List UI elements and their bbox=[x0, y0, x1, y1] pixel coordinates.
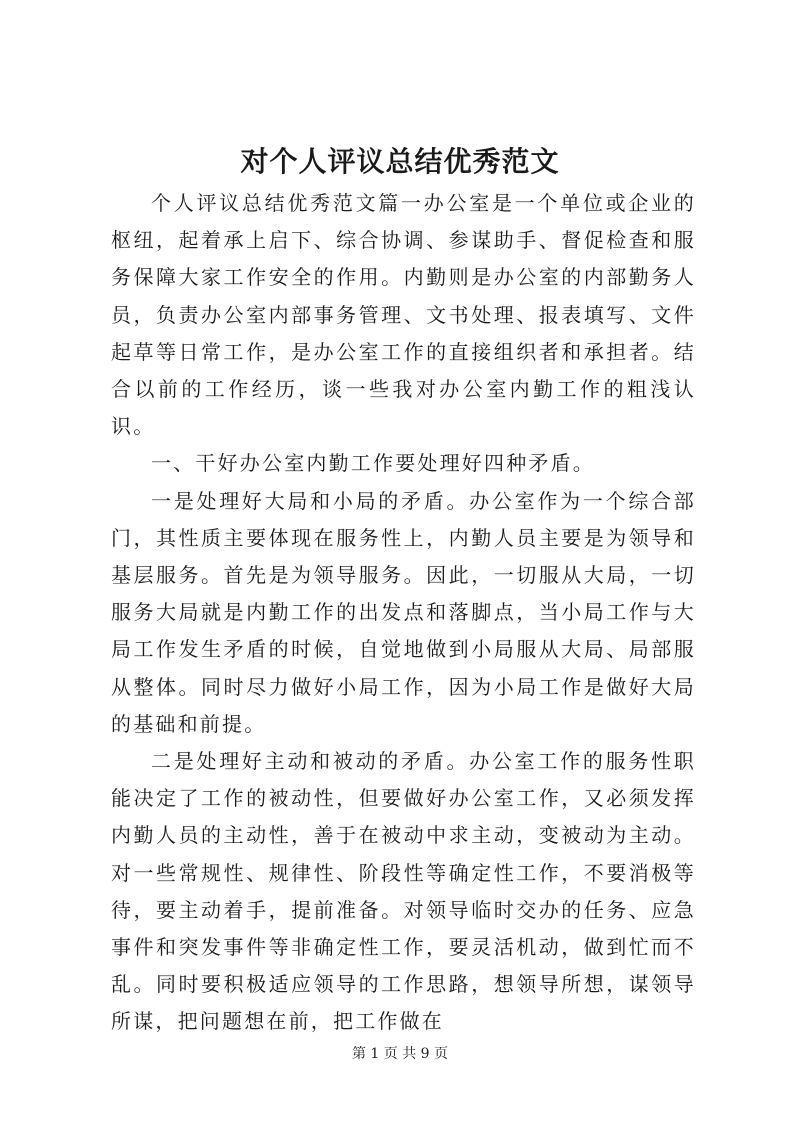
paragraph-1: 个人评议总结优秀范文篇一办公室是一个单位或企业的枢纽，起着承上启下、综合协调、参谋助手、督促检查和服务保障大家工作安全的作用。内勤则是办公室的内部勤务人员，负责办公室内部事务管理、文书处理、报表填写、文件起草等日常工作，是办公室工作的直接组织者和承担者。结合以前的工作经历，谈一些我对办公室内勤工作的粗浅认识。 bbox=[111, 191, 696, 439]
document-body bbox=[111, 185, 696, 1041]
page-number-footer: 第 1 页 共 9 页 bbox=[351, 1046, 449, 1062]
document-title: 对个人评议总结优秀范文 bbox=[240, 145, 560, 178]
paragraph-2: 一、干好办公室内勤工作要处理好四种矛盾。 bbox=[151, 451, 595, 476]
paragraph-4: 二是处理好主动和被动的矛盾。办公室工作的服务性职能决定了工作的被动性，但要做好办公室工作，又必须发挥内勤人员的主动性，善于在被动中求主动，变被动为主动。对一些常规性、规律性、阶段性等确定性工作，不要消极等待，要主动着手，提前准备。对领导临时交办的任务、应急事件和突发事件等非确定性工作，要灵活机动，做到忙而不乱。同时要积极适应领导的工作思路，想领导所想，谋领导所谋，把问题想在前，把工作做在 bbox=[111, 749, 696, 1034]
paragraph-3: 一是处理好大局和小局的矛盾。办公室作为一个综合部门，其性质主要体现在服务性上，内勤人员主要是为领导和基层服务。首先是为领导服务。因此，一切服从大局，一切服务大局就是内勤工作的出发点和落脚点，当小局工作与大局工作发生矛盾的时候，自觉地做到小局服从大局、局部服从整体。同时尽力做好小局工作，因为小局工作是做好大局的基础和前提。 bbox=[111, 488, 696, 736]
